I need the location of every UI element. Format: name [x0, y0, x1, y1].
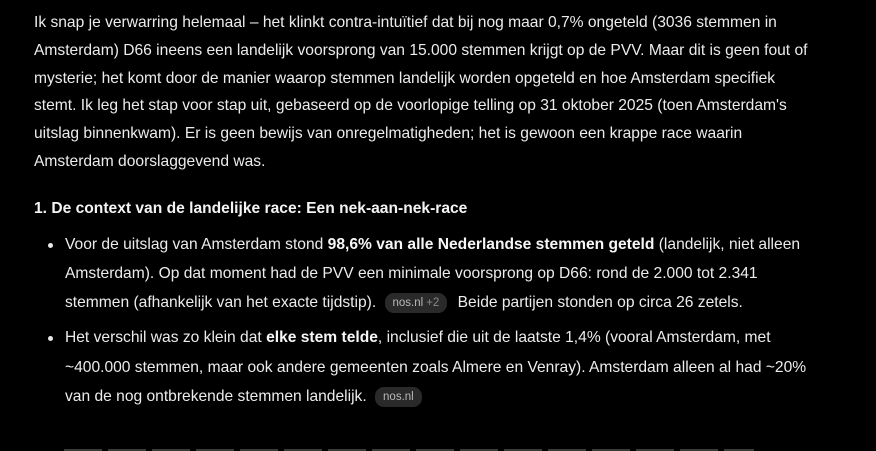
- citation-more-count: +2: [426, 297, 440, 310]
- list-item: Het verschil was zo klein dat elke stem telde, inclusief die uit de laatste 1,4% (vooral Amsterdam, met ~400.000 stemmen, maar ook andere gemeenten zoals Almere en Venray). Amsterdam alleen al had ~20% van de nog ontbrekende stemmen landelijk. nos.nl: [34, 323, 814, 411]
- intro-paragraph: Ik snap je verwarring helemaal – het klinkt contra-intuïtief dat bij nog maar 0,7% ongeteld (3036 stemmen in Amsterdam) D66 ineens een landelijk voorsprong van 15.000 stemmen krijgt op de PVV. Maar dit is geen fout of mysterie; het komt door de manier waarop stemmen landelijk worden opgeteld en hoe Amsterdam specifiek stemt. Ik leg het stap voor stap uit, gebaseerd op de voorlopige telling op 31 oktober 2025 (toen Amsterdam's uitslag binnenkwam). Er is geen bewijs van onregelmatigheden; het is gewoon een krappe race waarin Amsterdam doorslaggevend was.: [34, 14, 808, 170]
- truncated-next-line: [34, 440, 814, 451]
- citation-chip[interactable]: nos.nl +2: [385, 293, 448, 313]
- bullet-list: [34, 230, 814, 411]
- citation-chip[interactable]: nos.nl: [375, 387, 422, 407]
- emphasis-text: 98,6% van alle Nederlandse stemmen geteld: [327, 235, 655, 253]
- list-item: Voor de uitslag van Amsterdam stond 98,6% van alle Nederlandse stemmen geteld (landelijk, niet alleen Amsterdam). Op dat moment had de PVV een minimale voorsprong op D66: rond de 2.000 tot 2.341 stemmen (afhankelijk van het exacte tijdstip). nos.nl +2 Beide partijen stonden op circa 26 zetels.: [34, 230, 814, 318]
- section-heading: 1. De context van de landelijke race: Een nek-aan-nek-race: [34, 199, 468, 217]
- bullet-dot: [48, 336, 53, 341]
- emphasis-text: elke stem telde: [266, 329, 378, 347]
- bullet-dot: [48, 243, 53, 248]
- chat-message: [34, 9, 814, 417]
